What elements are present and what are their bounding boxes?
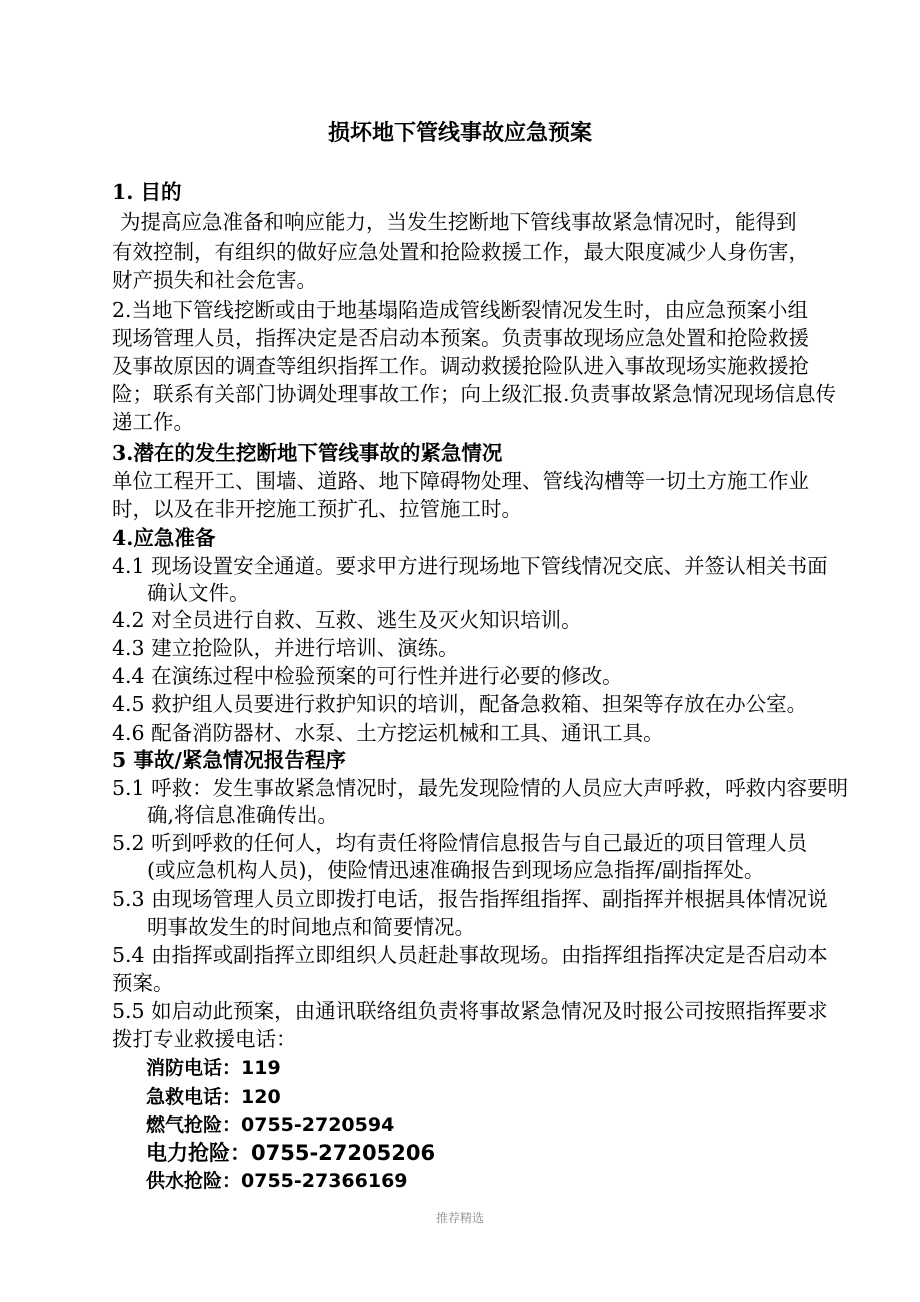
paragraph-line: 财产损失和社会危害。 xyxy=(112,268,317,292)
paragraph-line: 5.5 如启动此预案，由通讯联络组负责将事故紧急情况及时报公司按照指挥要求 xyxy=(112,999,828,1023)
paragraph-line: 4.2 对全员进行自救、互救、逃生及灭火知识培训。 xyxy=(112,608,582,632)
paragraph-line: 4.4 在演练过程中检验预案的可行性并进行必要的修改。 xyxy=(112,664,623,688)
section-heading: 消防电话：119 xyxy=(146,1057,281,1079)
paragraph-line: 4.6 配备消防器材、水泵、土方挖运机械和工具、通讯工具。 xyxy=(112,721,664,745)
paragraph-line: 有效控制，有组织的做好应急处置和抢险救援工作，最大限度减少人身伤害， xyxy=(112,240,809,264)
section-heading: 5 事故/紧急情况报告程序 xyxy=(112,748,346,772)
paragraph-line: 险；联系有关部门协调处理事故工作；向上级汇报.负责事故紧急情况现场信息传 xyxy=(112,382,837,406)
section-heading: 4.应急准备 xyxy=(112,526,216,550)
paragraph-line: (或应急机构人员)，使险情迅速准确报告到现场应急指挥/副指挥处。 xyxy=(147,858,765,882)
paragraph-line: 明事故发生的时间地点和简要情况。 xyxy=(147,915,475,939)
paragraph-line: 5.1 呼救：发生事故紧急情况时，最先发现险情的人员应大声呼救，呼救内容要明 xyxy=(112,776,849,800)
paragraph-line: 递工作。 xyxy=(112,410,194,434)
paragraph-line: 4.1 现场设置安全通道。要求甲方进行现场地下管线情况交底、并签认相关书面 xyxy=(112,554,828,578)
paragraph-line: 5.3 由现场管理人员立即拨打电话，报告指挥组指挥、副指挥并根据具体情况说 xyxy=(112,887,828,911)
paragraph-line: 为提高应急准备和响应能力，当发生挖断地下管线事故紧急情况时，能得到 xyxy=(120,210,797,234)
page-footer: 推荐精选 xyxy=(435,1211,484,1225)
paragraph-line: 单位工程开工、围墙、道路、地下障碍物处理、管线沟槽等一切土方施工作业 xyxy=(112,469,809,493)
paragraph-line: 5.4 由指挥或副指挥立即组织人员赶赴事故现场。由指挥组指挥决定是否启动本 xyxy=(112,943,828,967)
paragraph-line: 4.3 建立抢险队，并进行培训、演练。 xyxy=(112,636,459,660)
paragraph-line: 4.5 救护组人员要进行救护知识的培训，配备急救箱、担架等存放在办公室。 xyxy=(112,692,808,716)
paragraph-line: 确,将信息准确传出。 xyxy=(147,803,339,827)
paragraph-line: 及事故原因的调查等组织指挥工作。调动救援抢险队进入事故现场实施救援抢 xyxy=(112,354,809,378)
section-heading: 电力抢险：0755-27205206 xyxy=(146,1141,436,1165)
paragraph-line: 时，以及在非开挖施工预扩孔、拉管施工时。 xyxy=(112,497,522,521)
section-heading: 3.潜在的发生挖断地下管线事故的紧急情况 xyxy=(112,441,503,465)
section-heading: 1. 目的 xyxy=(112,180,182,204)
section-heading: 供水抢险：0755-27366169 xyxy=(146,1170,408,1192)
paragraph-line: 预案。 xyxy=(112,971,174,995)
paragraph-line: 5.2 听到呼救的任何人，均有责任将险情信息报告与自己最近的项目管理人员 xyxy=(112,831,808,855)
paragraph-line: 现场管理人员，指挥决定是否启动本预案。负责事故现场应急处置和抢险救援 xyxy=(112,326,809,350)
document-title: 损坏地下管线事故应急预案 xyxy=(327,120,592,146)
section-heading: 急救电话：120 xyxy=(146,1086,281,1108)
paragraph-line: 拨打专业救援电话： xyxy=(112,1027,297,1051)
section-heading: 燃气抢险：0755-2720594 xyxy=(146,1114,395,1136)
paragraph-line: 确认文件。 xyxy=(147,581,250,605)
paragraph-line: 2.当地下管线挖断或由于地基塌陷造成管线断裂情况发生时，由应急预案小组 xyxy=(112,298,809,322)
